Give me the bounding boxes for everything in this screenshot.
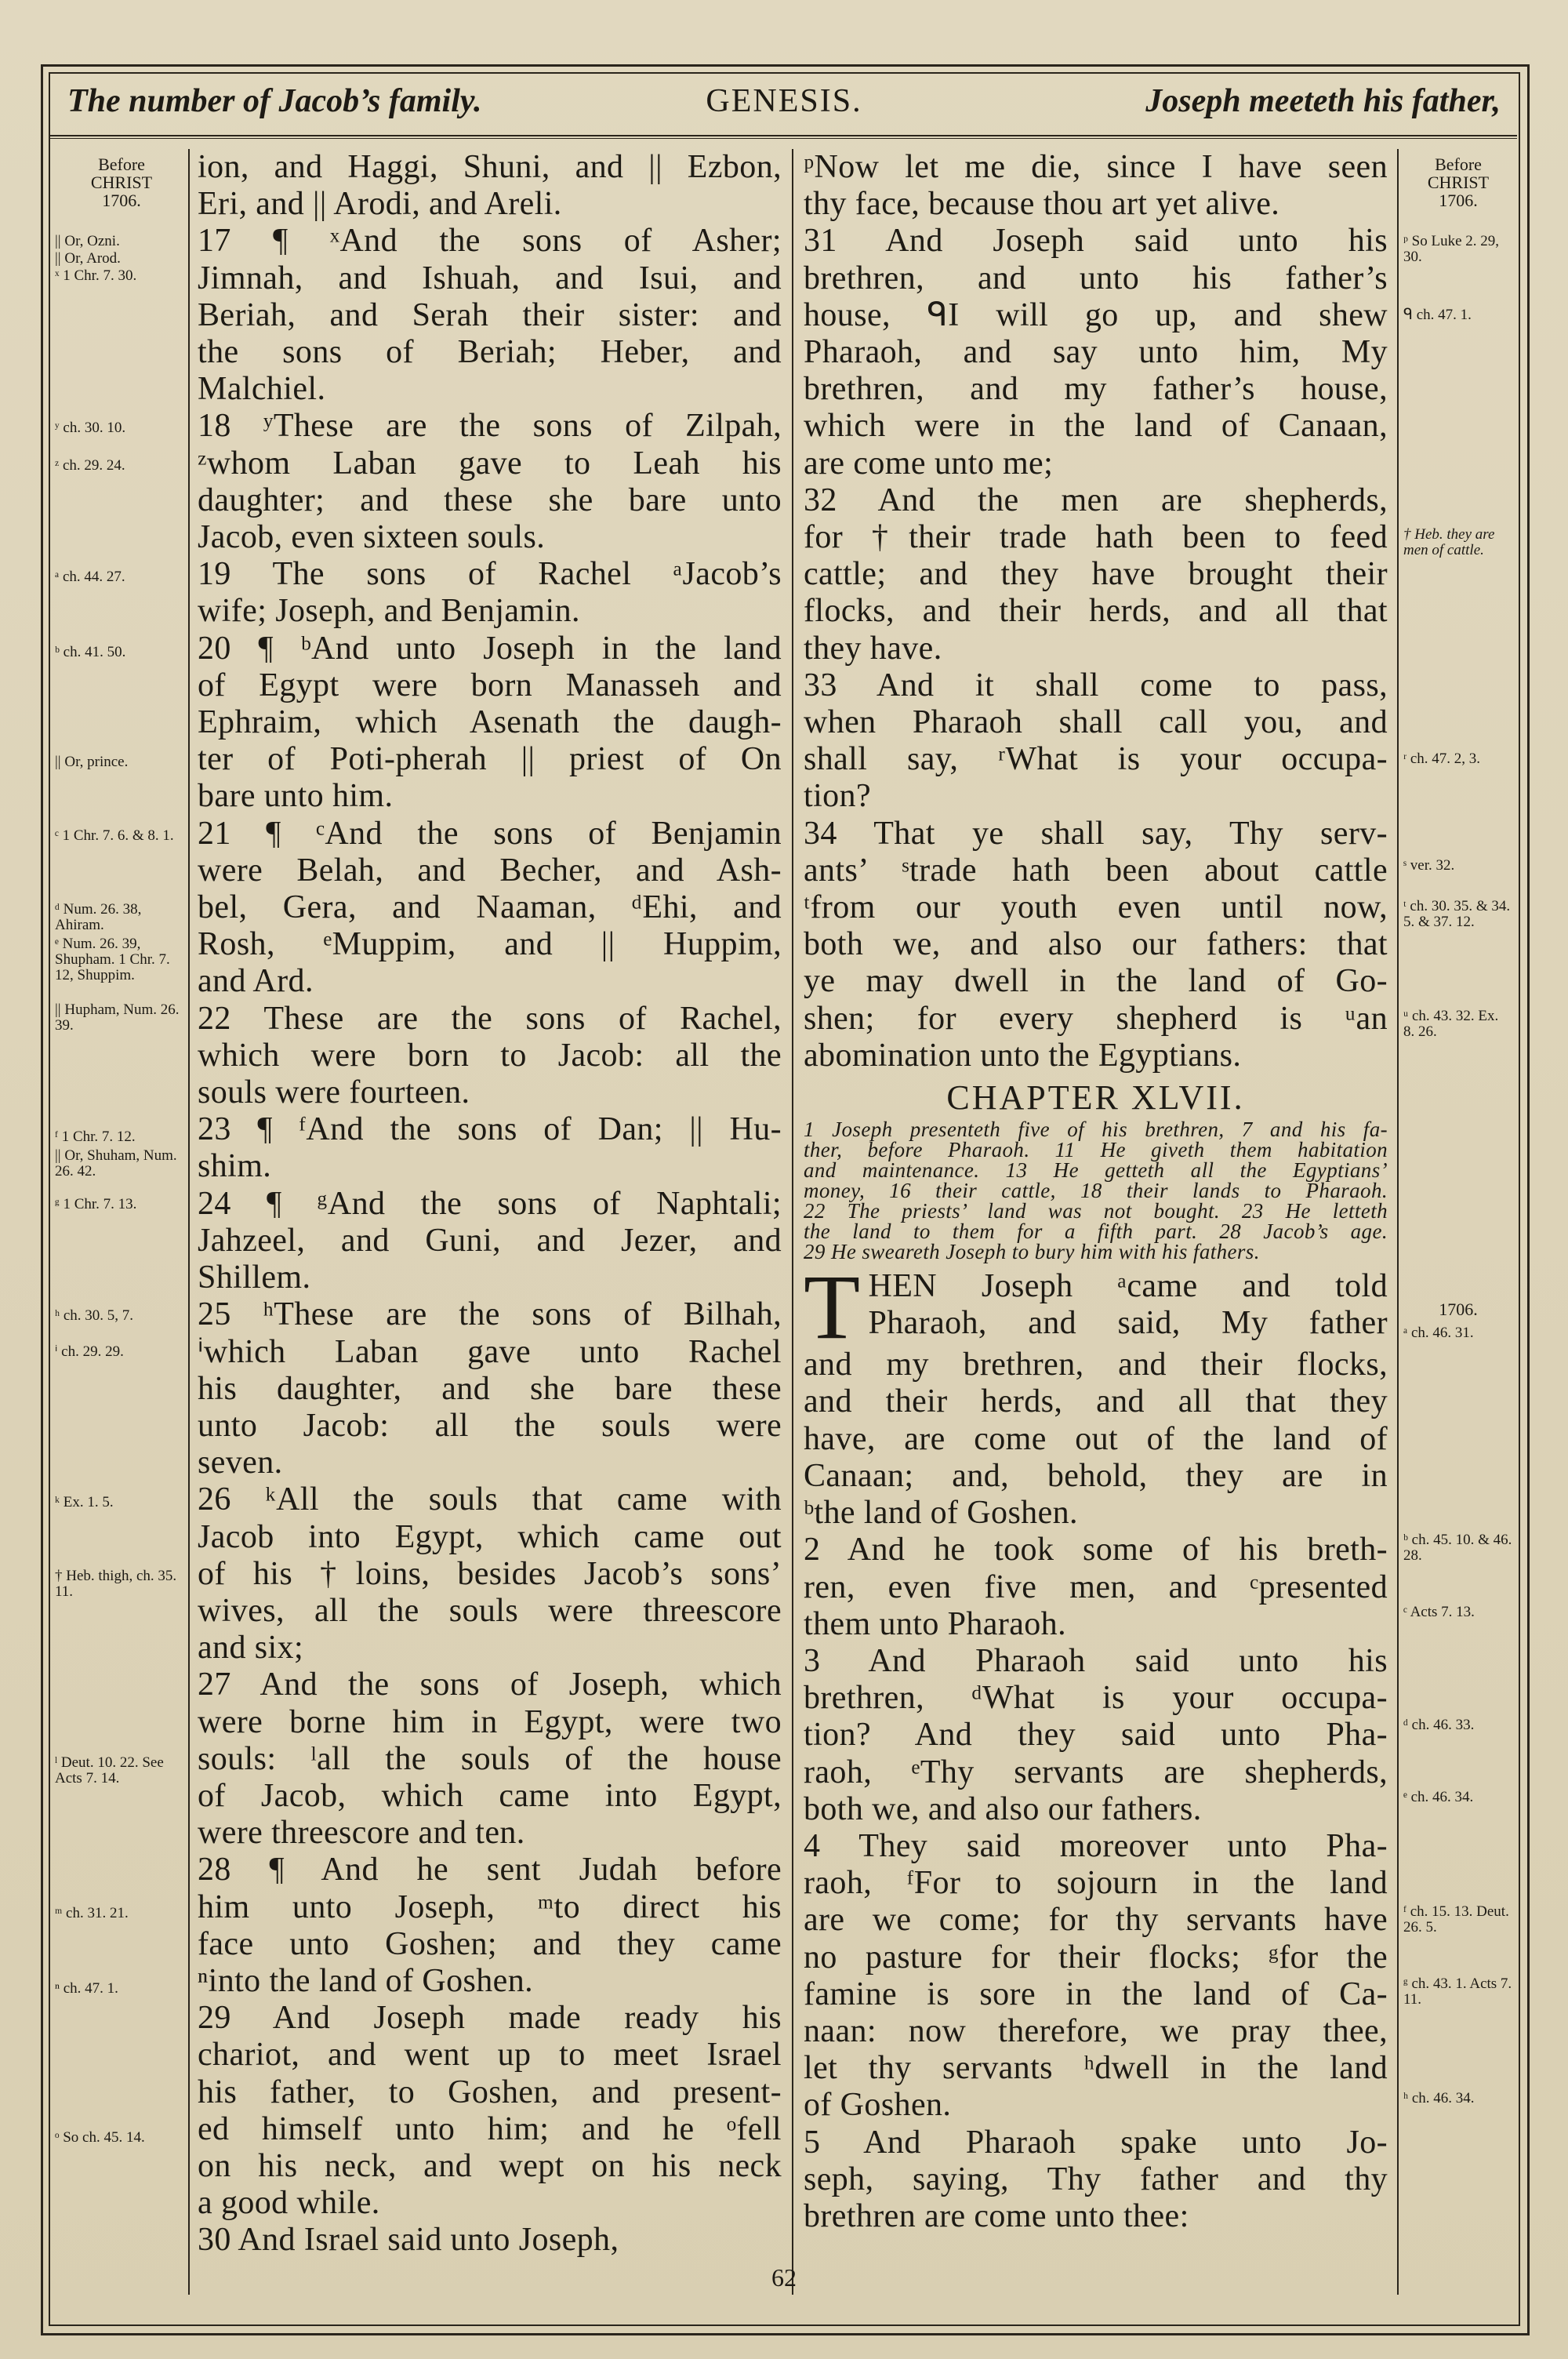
text-line: them unto Pharaoh.: [804, 1605, 1066, 1642]
margin-note: ᵉ Num. 26. 39, Shupham. 1 Chr. 7. 12, Shuppim.: [55, 936, 170, 983]
text-line: 2 And he took some of his breth-: [804, 1532, 1388, 1568]
text-line: for †their trade hath been to feed: [804, 519, 1388, 556]
margin-note: ˢ ver. 32.: [1403, 857, 1455, 874]
text-line: him unto Joseph, ᵐto direct his: [198, 1888, 782, 1925]
text-line: 31 And Joseph said unto his: [804, 223, 1388, 260]
drop-cap: T: [804, 1256, 861, 1359]
text-line: 23 ¶ ᶠAnd the sons of Dan; || Hu-: [198, 1111, 782, 1148]
text-line: 3 And Pharaoh said unto his: [804, 1642, 1388, 1679]
margin-note: ᑫ ch. 47. 1.: [1403, 307, 1472, 323]
text-line: Pharaoh, and say unto him, My: [804, 334, 1388, 371]
margin-note: ᶠ 1 Chr. 7. 12.: [55, 1129, 136, 1145]
margin-note: ᶜ Acts 7. 13.: [1403, 1604, 1475, 1620]
text-line: ⁱwhich Laban gave unto Rachel: [198, 1333, 782, 1370]
margin-note: || Or, prince.: [55, 754, 129, 770]
text-line: Beriah, and Serah their sister: and: [198, 296, 782, 333]
margin-note: ʸ ch. 30. 10.: [55, 420, 126, 436]
text-line: Pharaoh, and said, My father: [868, 1305, 1388, 1342]
margin-note: ᵍ ch. 43. 1. Acts 7. 11.: [1403, 1976, 1512, 2008]
chapter-title: CHAPTER XLVII.: [946, 1078, 1245, 1118]
text-line: of Jacob, which came into Egypt,: [198, 1777, 782, 1814]
column-divider: [792, 149, 793, 2295]
text-line: of Egypt were born Manasseh and: [198, 667, 782, 703]
text-line: his daughter, and she bare these: [198, 1370, 782, 1407]
text-line: brethren are come unto thee:: [804, 2197, 1189, 2234]
chapter-opening: [804, 1256, 1388, 1359]
text-line: ᵖNow let me die, since I have seen: [804, 149, 1388, 185]
margin-note: ᵇ ch. 45. 10. & 46. 28.: [1403, 1532, 1512, 1564]
text-line: Malchiel.: [198, 371, 326, 408]
summary-line: 1 Joseph presenteth five of his brethren, 7 and his fa-: [804, 1118, 1388, 1142]
text-line: ᶻwhom Laban gave to Leah his: [198, 445, 782, 482]
text-line: which were in the land of Canaan,: [804, 408, 1388, 445]
text-line: ᵇthe land of Goshen.: [804, 1495, 1078, 1532]
summary-line: and maintenance. 13 He getteth all the Egyptians’: [804, 1158, 1388, 1183]
text-column-left: [198, 149, 782, 2259]
text-line: 26 ᵏAll the souls that came with: [198, 1481, 782, 1518]
text-line: face unto Goshen; and they came: [198, 1925, 782, 1962]
margin-note: ᵗ ch. 30. 35. & 34. 5. & 37. 12.: [1403, 898, 1511, 930]
text-line: when Pharaoh shall call you, and: [804, 704, 1388, 741]
text-line: raoh, ᶠFor to sojourn in the land: [804, 1865, 1388, 1902]
margin-note: † Heb. they are men of cattle.: [1403, 526, 1495, 558]
text-line: 25 ʰThese are the sons of Bilhah,: [198, 1296, 782, 1333]
margin-note: || Or, Ozni.: [55, 233, 120, 249]
text-line: 21 ¶ ᶜAnd the sons of Benjamin: [198, 815, 782, 852]
text-line: the sons of Beriah; Heber, and: [198, 334, 782, 371]
text-line: flocks, and their herds, and all that: [804, 593, 1388, 630]
text-line: shim.: [198, 1148, 272, 1185]
text-line: Eri, and || Arodi, and Areli.: [198, 186, 562, 223]
margin-note: ᵉ ch. 46. 34.: [1403, 1789, 1474, 1805]
margin-note: ᵒ So ch. 45. 14.: [55, 2129, 145, 2146]
text-line: Canaan; and, behold, they are in: [804, 1457, 1388, 1494]
running-head-left: The number of Jacob’s family.: [67, 83, 482, 119]
margin-note: || Hupham, Num. 26. 39.: [55, 1001, 180, 1034]
text-line: Jacob, even sixteen souls.: [198, 519, 546, 556]
margin-note: ᵃ ch. 44. 27.: [55, 569, 125, 585]
summary-line: the land to them for a fifth part. 28 Jacob’s age.: [804, 1219, 1388, 1244]
text-line: on his neck, and wept on his neck: [198, 2147, 782, 2184]
running-head-book: GENESIS.: [706, 83, 862, 119]
text-line: ⁿinto the land of Goshen.: [198, 1962, 533, 1999]
text-line: his father, to Goshen, and present-: [198, 2074, 782, 2110]
running-head-right: Joseph meeteth his father,: [1145, 83, 1501, 119]
margin-note: 1706.: [1439, 1299, 1478, 1319]
margin-note: ⁱ ch. 29. 29.: [55, 1343, 124, 1360]
text-line: 34 That ye shall say, Thy serv-: [804, 815, 1388, 852]
text-line: are come unto me;: [804, 445, 1054, 482]
margin-note: ᵈ ch. 46. 33.: [1403, 1717, 1475, 1733]
text-line: wives, all the souls were threescore: [198, 1592, 782, 1629]
text-line: 19 The sons of Rachel ᵃJacob’s: [198, 556, 782, 593]
text-line: which were born to Jacob: all the: [198, 1037, 782, 1074]
text-line: let thy servants ʰdwell in the land: [804, 2050, 1388, 2087]
text-line: bel, Gera, and Naaman, ᵈEhi, and: [198, 889, 782, 926]
left-margin-rule: [188, 149, 190, 2295]
text-line: thy face, because thou art yet alive.: [804, 186, 1280, 223]
text-line: both we, and also our fathers.: [804, 1790, 1202, 1827]
summary-line: 22 The priests’ land was not bought. 23 He letteth: [804, 1199, 1388, 1223]
text-line: have, are come out of the land of: [804, 1420, 1388, 1457]
text-line: and Ard.: [198, 963, 314, 1000]
text-line: 33 And it shall come to pass,: [804, 667, 1388, 703]
text-line: raoh, ᵉThy servants are shepherds,: [804, 1754, 1388, 1790]
summary-line: 29 He sweareth Joseph to bury him with his fathers.: [804, 1240, 1260, 1264]
margin-note: ʳ ch. 47. 2, 3.: [1403, 751, 1481, 767]
text-line: were Belah, and Becher, and Ash-: [198, 852, 782, 889]
text-line: ye may dwell in the land of Go-: [804, 963, 1388, 1000]
text-line: 24 ¶ ᵍAnd the sons of Naphtali;: [198, 1185, 782, 1222]
before-christ-left: Before CHRIST 1706.: [90, 154, 153, 210]
text-line: 17 ¶ ˣAnd the sons of Asher;: [198, 223, 782, 260]
text-line: tion? And they said unto Pha-: [804, 1717, 1388, 1754]
text-line: a good while.: [198, 2185, 380, 2222]
text-line: and their herds, and all that they: [804, 1383, 1388, 1420]
text-line: Ephraim, which Asenath the daugh-: [198, 704, 782, 741]
margin-note: ˣ 1 Chr. 7. 30.: [55, 267, 137, 284]
margin-note: ᵍ 1 Chr. 7. 13.: [55, 1196, 137, 1212]
text-line: are we come; for thy servants have: [804, 1902, 1388, 1939]
margin-note: ᵈ Num. 26. 38, Ahiram.: [55, 901, 142, 933]
text-line: Shillem.: [198, 1259, 311, 1296]
text-line: house, ᑫI will go up, and shew: [804, 296, 1388, 333]
text-line: were threescore and ten.: [198, 1815, 525, 1852]
text-line: 29 And Joseph made ready his: [198, 2000, 782, 2037]
page-number: 62: [771, 2263, 797, 2292]
right-margin-rule: [1397, 149, 1399, 2295]
text-line: famine is sore in the land of Ca-: [804, 1976, 1388, 2012]
header-rule: [49, 135, 1517, 136]
margin-note: || Or, Shuham, Num. 26. 42.: [55, 1147, 177, 1180]
text-line: of Goshen.: [804, 2087, 952, 2124]
text-line: Rosh, ᵉMuppim, and || Huppim,: [198, 926, 782, 963]
text-line: Jahzeel, and Guni, and Jezer, and: [198, 1222, 782, 1259]
margin-note: ᵐ ch. 31. 21.: [55, 1905, 129, 1921]
margin-note: ᶠ ch. 15. 13. Deut. 26. 5.: [1403, 1903, 1509, 1936]
text-line: of his †loins, besides Jacob’s sons’: [198, 1555, 782, 1592]
header-rule-thin: [49, 138, 1517, 139]
text-line: bare unto him.: [198, 778, 394, 815]
left-margin-notes: [55, 155, 188, 209]
summary-line: ther, before Pharaoh. 11 He giveth them habitation: [804, 1138, 1388, 1162]
margin-note: ᵘ ch. 43. 32. Ex. 8. 26.: [1403, 1008, 1499, 1040]
text-line: shall say, ʳWhat is your occupa-: [804, 741, 1388, 778]
margin-note: ʰ ch. 46. 34.: [1403, 2090, 1475, 2106]
text-line: daughter; and these she bare unto: [198, 482, 782, 518]
before-christ-right: Before CHRIST 1706.: [1427, 154, 1490, 210]
text-line: 5 And Pharaoh spake unto Jo-: [804, 2124, 1388, 2161]
verses-block-bottom: [804, 1347, 1388, 2235]
text-line: ren, even five men, and ᶜpresented: [804, 1568, 1388, 1605]
text-line: wife; Joseph, and Benjamin.: [198, 593, 580, 630]
text-line: seph, saying, Thy father and thy: [804, 2161, 1388, 2197]
text-line: souls: ˡall the souls of the house: [198, 1740, 782, 1777]
margin-note: ᶻ ch. 29. 24.: [55, 457, 125, 474]
text-line: tion?: [804, 778, 871, 815]
margin-note: ˡ Deut. 10. 22. See Acts 7. 14.: [55, 1754, 164, 1787]
text-line: unto Jacob: all the souls were: [198, 1407, 782, 1444]
text-column-right: [804, 149, 1388, 2235]
text-line: abomination unto the Egyptians.: [804, 1037, 1242, 1074]
margin-note: † Heb. thigh, ch. 35. 11.: [55, 1568, 177, 1600]
chapter-summary: [804, 1119, 1388, 1262]
text-line: they have.: [804, 630, 942, 667]
margin-note: ᶜ 1 Chr. 7. 6. & 8. 1.: [55, 827, 174, 844]
margin-note: ᵖ So Luke 2. 29, 30.: [1403, 233, 1500, 265]
text-line: chariot, and went up to meet Israel: [198, 2037, 782, 2074]
text-line: naan: now therefore, we pray thee,: [804, 2012, 1388, 2049]
text-line: HEN Joseph ᵃcame and told: [868, 1268, 1388, 1305]
text-line: seven.: [198, 1445, 283, 1481]
text-line: 27 And the sons of Joseph, which: [198, 1667, 782, 1703]
text-line: 4 They said moreover unto Pha-: [804, 1827, 1388, 1864]
text-line: ᵗfrom our youth even until now,: [804, 889, 1388, 926]
margin-note: ʰ ch. 30. 5, 7.: [55, 1307, 134, 1324]
text-line: and my brethren, and their flocks,: [804, 1347, 1388, 1383]
text-line: 18 ʸThese are the sons of Zilpah,: [198, 408, 782, 445]
margin-note: ᵃ ch. 46. 31.: [1403, 1325, 1474, 1341]
text-line: 30 And Israel said unto Joseph,: [198, 2222, 619, 2259]
text-line: were borne him in Egypt, were two: [198, 1703, 782, 1740]
text-line: ion, and Haggi, Shuni, and || Ezbon,: [198, 149, 782, 185]
margin-note: ᵏ Ex. 1. 5.: [55, 1494, 114, 1510]
text-line: ter of Poti-pherah || priest of On: [198, 741, 782, 778]
text-line: brethren, and my father’s house,: [804, 371, 1388, 408]
text-line: Jimnah, and Ishuah, and Isui, and: [198, 260, 782, 296]
text-line: 28 ¶ And he sent Judah before: [198, 1852, 782, 1888]
text-line: souls were fourteen.: [198, 1074, 470, 1111]
margin-note: || Or, Arod.: [55, 250, 121, 267]
text-line: ants’ ˢtrade hath been about cattle: [804, 852, 1388, 889]
text-line: ed himself unto him; and he ᵒfell: [198, 2110, 782, 2147]
right-margin-notes: [1403, 155, 1513, 209]
text-line: shen; for every shepherd is ᵘan: [804, 1000, 1388, 1037]
summary-line: money, 16 their cattle, 18 their lands to Pharaoh.: [804, 1179, 1388, 1203]
text-line: Jacob into Egypt, which came out: [198, 1518, 782, 1555]
margin-note: ᵇ ch. 41. 50.: [55, 644, 126, 660]
text-line: cattle; and they have brought their: [804, 556, 1388, 593]
text-line: 20 ¶ ᵇAnd unto Joseph in the land: [198, 630, 782, 667]
text-line: both we, and also our fathers: that: [804, 926, 1388, 963]
text-line: and six;: [198, 1630, 304, 1667]
text-line: 22 These are the sons of Rachel,: [198, 1000, 782, 1037]
margin-note: ⁿ ch. 47. 1.: [55, 1980, 118, 1997]
text-line: 32 And the men are shepherds,: [804, 482, 1388, 518]
text-line: brethren, ᵈWhat is your occupa-: [804, 1680, 1388, 1717]
text-line: no pasture for their flocks; ᵍfor the: [804, 1939, 1388, 1976]
text-line: brethren, and unto his father’s: [804, 260, 1388, 296]
verses-block-top: [804, 149, 1388, 1074]
